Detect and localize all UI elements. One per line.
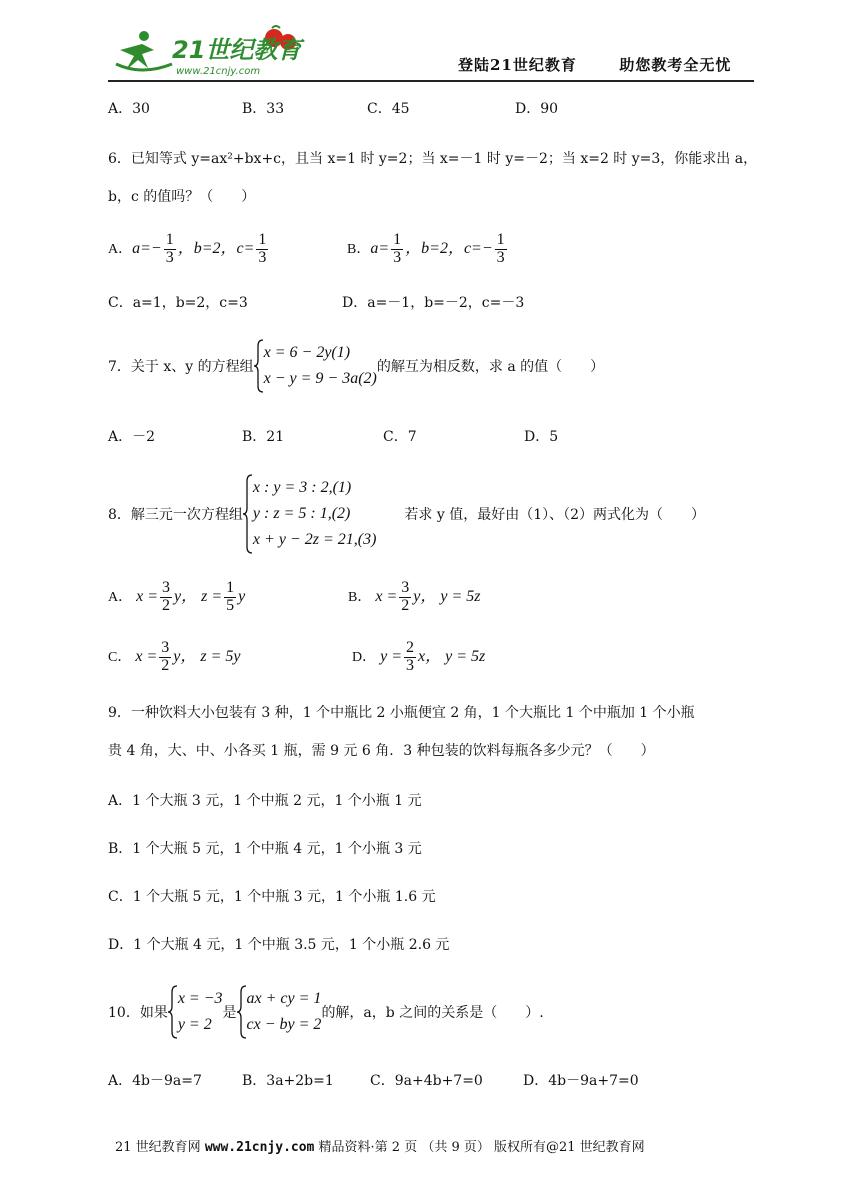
equation-1: x : y = 3 : 2,(1) — [252, 479, 352, 496]
q8-option-c — [108, 640, 240, 675]
option-text: ，b=2，c= — [177, 239, 255, 257]
option-label: B． — [347, 241, 371, 257]
fraction — [404, 640, 416, 675]
numerator: 3 — [162, 579, 171, 596]
numerator: 1 — [393, 231, 402, 248]
option-text: y = — [380, 647, 403, 665]
solution-system — [168, 984, 223, 1040]
denominator: 3 — [165, 248, 174, 266]
q9-stem-line-2: 贵 4 角，大、中、小各买 1 瓶，需 9 元 6 角．3 种包装的饮料每瓶各多少元？（ ） — [108, 743, 655, 759]
fraction — [495, 232, 507, 267]
q10-suffix: 的解，a，b 之间的关系是（ ）. — [321, 1005, 544, 1021]
option-text: z = 5y — [200, 647, 241, 665]
numerator: 3 — [401, 579, 410, 596]
runner-icon — [116, 31, 172, 70]
q6-option-a — [108, 232, 270, 267]
equation-3: x + y − 2z = 21,(3) — [252, 531, 377, 548]
numerator: 1 — [496, 231, 505, 248]
fraction — [256, 232, 268, 267]
denominator: 3 — [258, 248, 267, 266]
equation-system — [243, 473, 376, 555]
denominator: 3 — [406, 656, 415, 674]
fraction — [159, 640, 171, 675]
q7-option-c: C．7 — [383, 429, 417, 445]
q7-option-d: D．5 — [524, 429, 559, 445]
q9-option-d: D．1 个大瓶 4 元，1 个中瓶 3.5 元，1 个小瓶 2.6 元 — [108, 937, 450, 953]
q8-prefix: 8．解三元一次方程组 — [108, 507, 243, 523]
option-text: a=− — [132, 239, 162, 257]
logo-text: 21世纪教育 — [172, 36, 302, 64]
option-text: x， — [418, 647, 442, 665]
q9-option-a: A．1 个大瓶 3 元，1 个中瓶 2 元，1 个小瓶 1 元 — [108, 793, 422, 809]
q6-stem-line-1: 6．已知等式 y=ax²+bx+c，且当 x=1 时 y=2；当 x=－1 时 y=－2；当 x=2 时 y=3，你能求出 a， — [108, 151, 758, 167]
q7-prefix: 7．关于 x、y 的方程组 — [108, 359, 254, 375]
fraction — [164, 232, 176, 267]
footer-text: 21 世纪教育网 — [115, 1140, 205, 1155]
option-label: B． — [348, 589, 372, 605]
fraction — [224, 580, 236, 615]
equation-1: ax + cy = 1 — [246, 990, 322, 1007]
option-label: A． — [108, 589, 133, 605]
slogan-left: 登陆21世纪教育 — [458, 56, 577, 74]
q10-option-b: B．3a+2b=1 — [242, 1073, 334, 1089]
q7-suffix: 的解互为相反数，求 a 的值（ ） — [376, 359, 605, 375]
option-text: a= — [370, 239, 390, 257]
q10-stem — [108, 982, 544, 1042]
q7-option-b: B．21 — [242, 429, 285, 445]
q6-option-d: D．a=－1，b=－2，c=－3 — [342, 295, 525, 311]
left-brace — [254, 338, 264, 394]
footer-url: www.21cnjy.com — [204, 1140, 315, 1155]
equation-2: cx − by = 2 — [246, 1016, 322, 1033]
q9-option-b: B．1 个大瓶 5 元，1 个中瓶 4 元，1 个小瓶 3 元 — [108, 841, 422, 857]
option-text: y = 5z — [440, 587, 481, 605]
q5-option-c: C．45 — [367, 101, 410, 117]
option-label: A． — [108, 241, 133, 257]
q9-option-c: C．1 个大瓶 5 元，1 个中瓶 3 元，1 个小瓶 1.6 元 — [108, 889, 436, 905]
denominator: 2 — [161, 656, 170, 674]
left-brace — [237, 984, 247, 1040]
option-text: y = 5z — [445, 647, 486, 665]
q10-option-c: C．9a+4b+7=0 — [370, 1073, 483, 1089]
equation-1: x = 6 − 2y(1) — [263, 344, 351, 361]
q8-suffix: 若求 y 值，最好由（1）、（2）两式化为（ ） — [404, 507, 706, 523]
q7-stem — [108, 336, 604, 396]
q5-option-b: B．33 — [242, 101, 285, 117]
fraction — [399, 580, 411, 615]
left-brace — [168, 984, 178, 1040]
denominator: 2 — [162, 596, 171, 614]
q10-option-d: D．4b－9a+7=0 — [523, 1073, 639, 1089]
numerator: 1 — [165, 231, 174, 248]
q8-option-b — [348, 580, 480, 615]
q8-stem — [108, 472, 705, 556]
logo-url: www.21cnjy.com — [176, 66, 261, 77]
q6-stem-line-2: b，c 的值吗？（ ） — [108, 189, 256, 205]
numerator: 2 — [406, 639, 415, 656]
option-label: C． — [108, 649, 132, 665]
left-brace — [243, 473, 253, 555]
equation-2: y = 2 — [177, 1016, 212, 1033]
q9-stem-line-1: 9．一种饮料大小包装有 3 种，1 个中瓶比 2 小瓶便宜 2 角，1 个大瓶比 1 个中瓶加 1 个小瓶 — [108, 705, 695, 721]
option-text: x = — [135, 647, 158, 665]
fraction — [160, 580, 172, 615]
option-text: y， — [413, 587, 437, 605]
numerator: 1 — [258, 231, 267, 248]
slogan-right: 助您教考全无忧 — [619, 56, 732, 74]
option-text: x = — [136, 587, 159, 605]
q6-option-b — [347, 232, 509, 267]
option-text: y， — [174, 587, 198, 605]
numerator: 3 — [161, 639, 170, 656]
option-label: D． — [352, 649, 377, 665]
denominator: 3 — [496, 248, 505, 266]
option-text: z = — [201, 587, 223, 605]
option-text: y， — [173, 647, 197, 665]
q5-option-d: D．90 — [515, 101, 559, 117]
equation-system — [237, 984, 322, 1040]
footer-page-info: 精品资料·第 2 页 （共 9 页） 版权所有@21 世纪教育网 — [314, 1140, 645, 1155]
q7-option-a: A．－2 — [108, 429, 156, 445]
option-text: y — [238, 587, 246, 605]
option-text: x = — [375, 587, 398, 605]
equation-2: x − y = 9 − 3a(2) — [263, 370, 377, 387]
fraction — [391, 232, 403, 267]
publisher-logo — [112, 24, 307, 80]
denominator: 3 — [393, 248, 402, 266]
denominator: 2 — [401, 596, 410, 614]
numerator: 1 — [226, 579, 235, 596]
q8-option-a — [108, 580, 245, 615]
q6-option-c: C．a=1，b=2，c=3 — [108, 295, 248, 311]
option-text: ，b=2，c=− — [405, 239, 493, 257]
page-footer — [115, 1136, 645, 1155]
header-divider — [108, 80, 754, 82]
equation-2: y : z = 5 : 1,(2) — [252, 505, 351, 522]
equation-1: x = −3 — [177, 990, 223, 1007]
q10-connector: 是 — [222, 1005, 237, 1021]
q5-option-a: A．30 — [108, 101, 150, 117]
q10-option-a: A．4b－9a=7 — [108, 1073, 202, 1089]
q8-option-d — [352, 640, 485, 675]
header-slogan — [458, 54, 731, 75]
equation-system — [254, 338, 377, 394]
denominator: 5 — [226, 596, 235, 614]
q10-prefix: 10．如果 — [108, 1005, 168, 1021]
